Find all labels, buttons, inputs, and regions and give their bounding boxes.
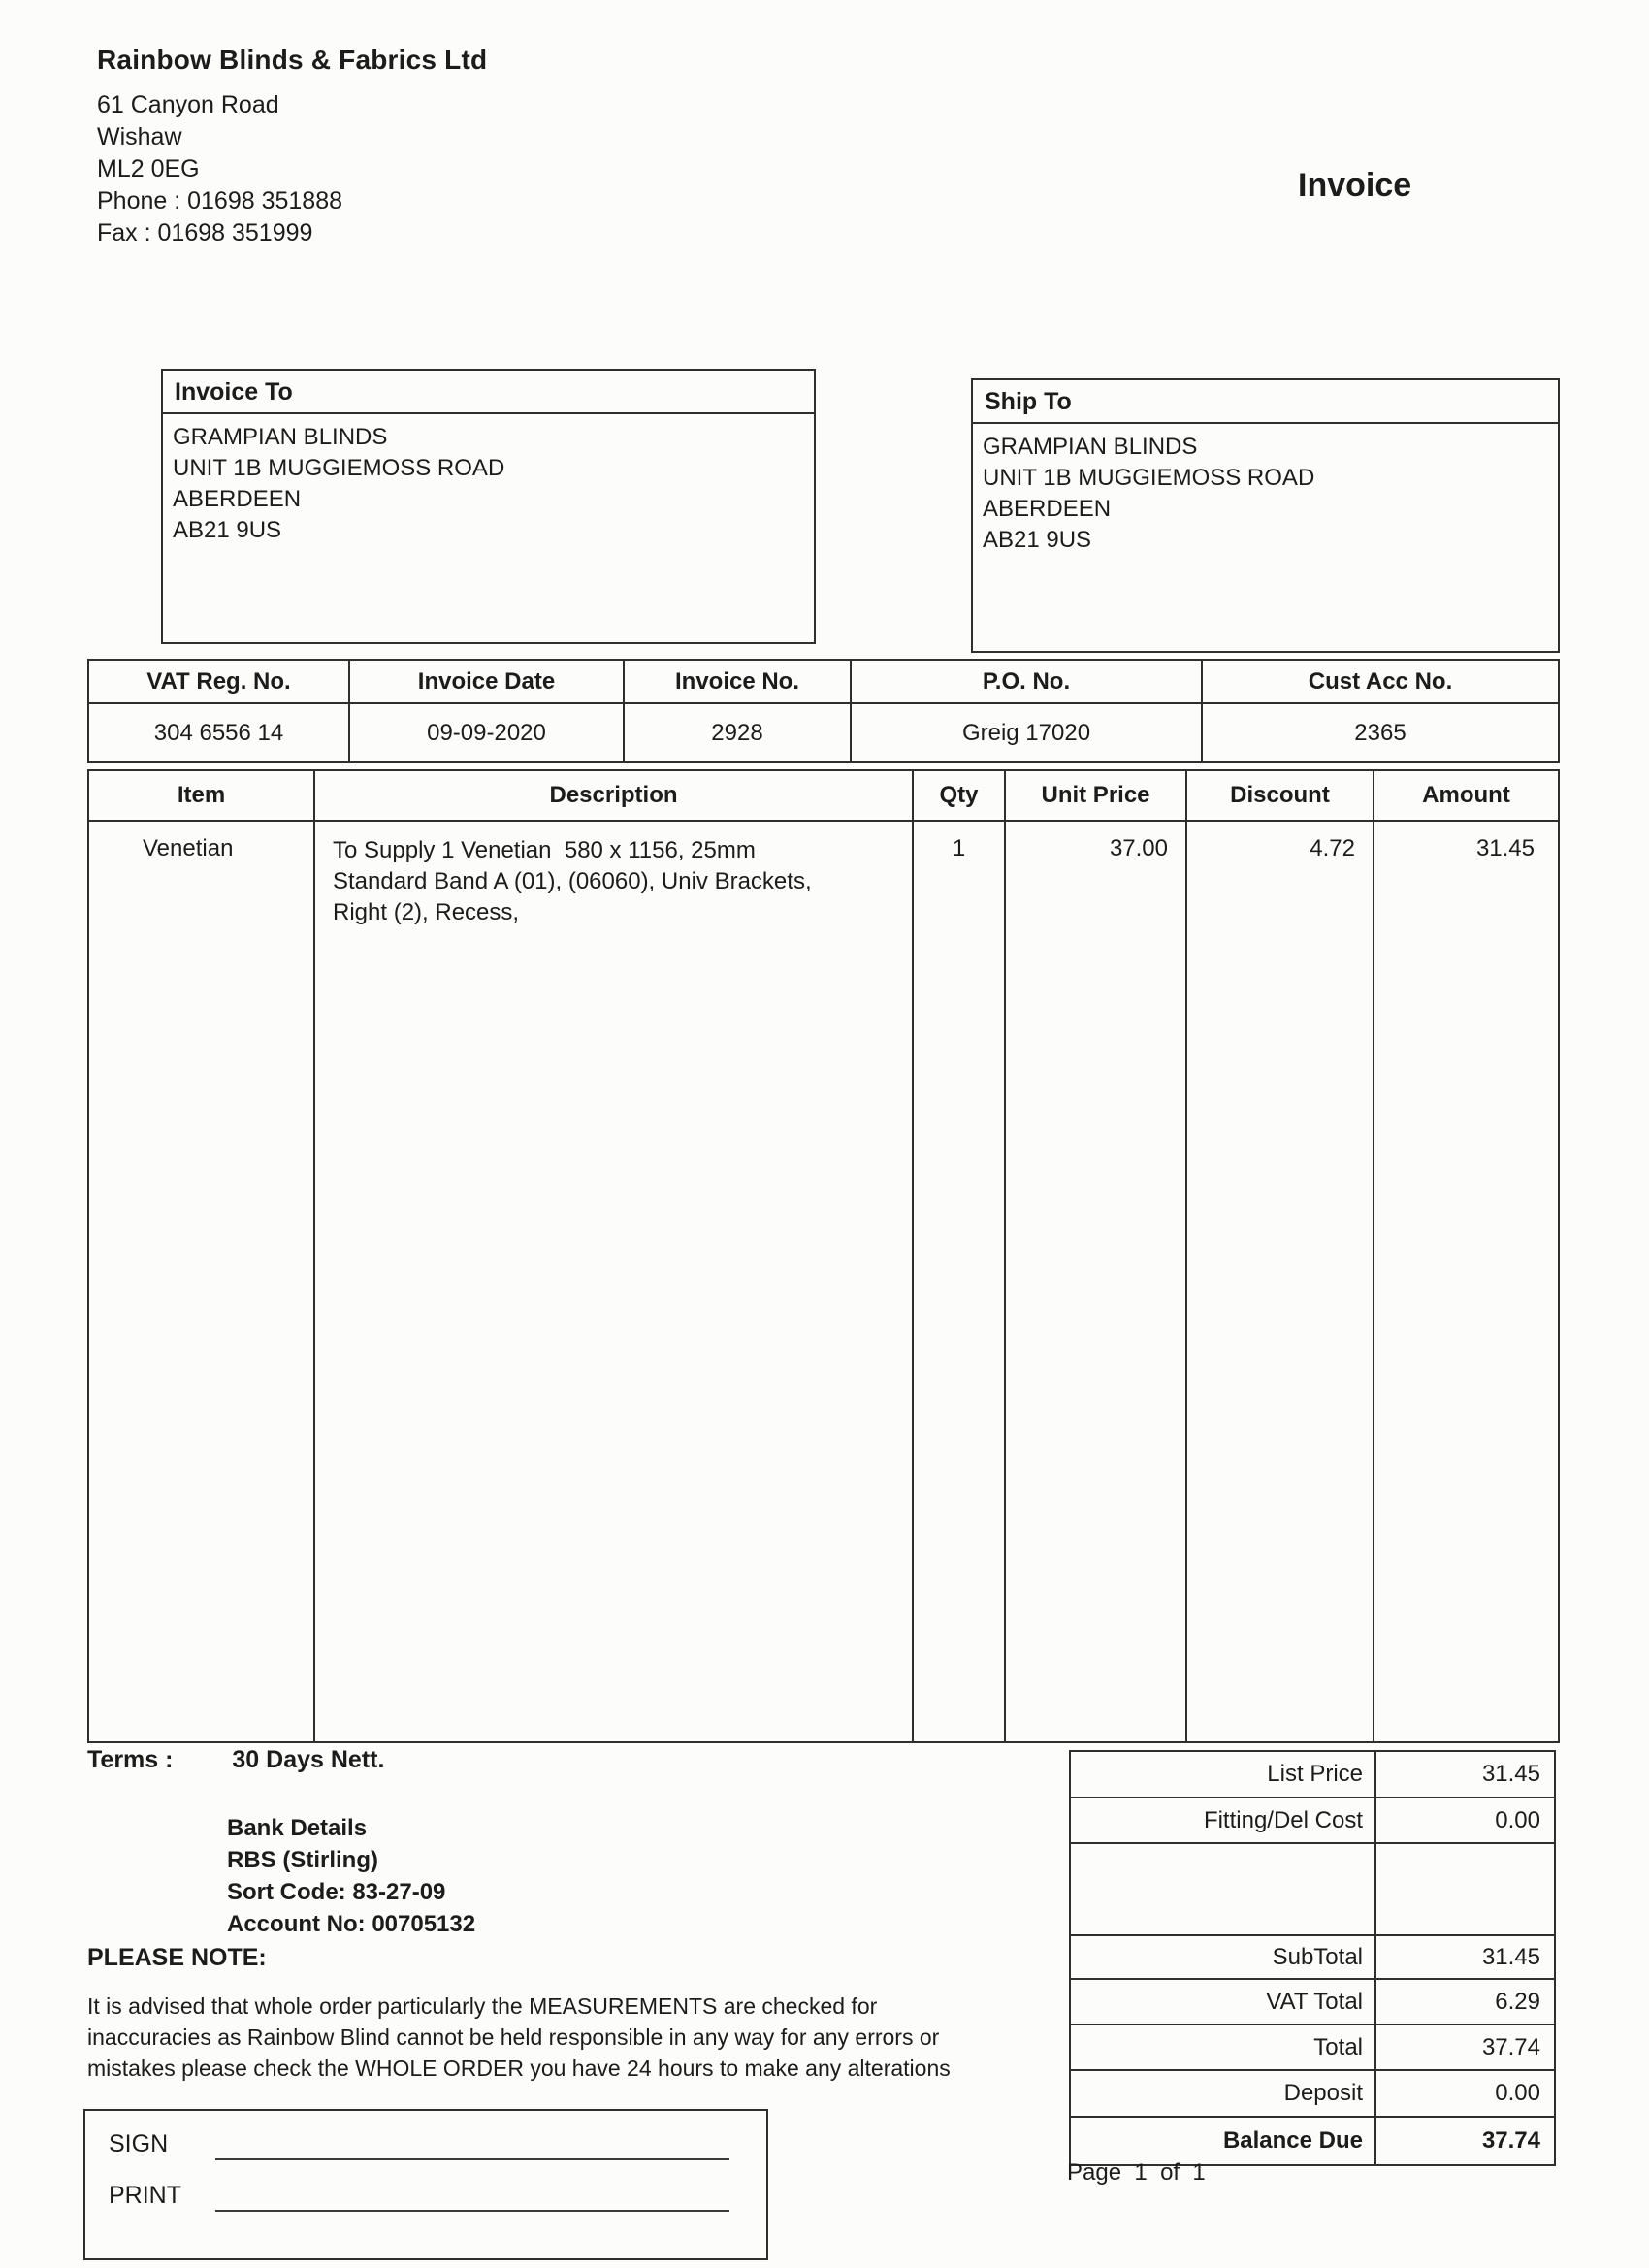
description-line: To Supply 1 Venetian 580 x 1156, 25mm	[333, 837, 756, 863]
note-line: It is advised that whole order particularly the MEASUREMENTS are checked for	[87, 1993, 878, 2019]
page-number: Page 1 of 1	[1067, 2159, 1206, 2186]
description-line: Standard Band A (01), (06060), Univ Brackets,	[333, 868, 812, 894]
note-line: mistakes please check the WHOLE ORDER you have 24 hours to make any alterations	[87, 2056, 951, 2081]
company-fax: Fax : 01698 351999	[97, 219, 313, 246]
info-value-row	[89, 704, 1558, 761]
note-line: inaccuracies as Rainbow Blind cannot be held responsible in any way for any errors or	[87, 2025, 940, 2050]
invoice-to-box	[161, 369, 816, 644]
print-label: PRINT	[109, 2182, 181, 2209]
sign-label: SIGN	[109, 2130, 169, 2157]
invoice-title: Invoice	[1298, 167, 1412, 204]
po-no-header: P.O. No.	[852, 661, 1203, 702]
deposit-label: Deposit	[1071, 2071, 1376, 2116]
company-address-line: 61 Canyon Road	[97, 91, 279, 118]
discount-value: 4.72	[1310, 835, 1355, 861]
subtotal-label: SubTotal	[1071, 1936, 1376, 1978]
company-block	[97, 45, 487, 249]
sign-row	[109, 2130, 743, 2160]
item-column-header: Item	[89, 771, 315, 820]
unit-price-column-header: Unit Price	[1006, 771, 1187, 820]
line-items-table	[87, 769, 1560, 1743]
totals-row-list-price	[1071, 1752, 1554, 1798]
vat-reg-value: 304 6556 14	[89, 704, 350, 761]
subtotal-value: 31.45	[1481, 1943, 1540, 1970]
item-cell	[89, 822, 315, 1741]
bank-name: RBS (Stirling)	[227, 1847, 378, 1873]
invoice-to-line: UNIT 1B MUGGIEMOSS ROAD	[173, 455, 505, 481]
qty-value: 1	[952, 835, 966, 861]
totals-row-vat	[1071, 1980, 1554, 2025]
description-cell	[315, 822, 914, 1741]
vat-reg-header: VAT Reg. No.	[89, 661, 350, 702]
bank-sort-code: Sort Code: 83-27-09	[227, 1879, 446, 1905]
qty-column-header: Qty	[914, 771, 1006, 820]
ship-to-line: AB21 9US	[983, 527, 1092, 553]
ship-to-address	[973, 424, 1558, 556]
totals-spacer-value	[1376, 1844, 1554, 1934]
items-body-row	[89, 822, 1558, 1741]
invoice-no-header: Invoice No.	[625, 661, 852, 702]
fitting-del-value: 0.00	[1495, 1806, 1540, 1833]
totals-row-balance-due	[1071, 2118, 1554, 2164]
balance-due-value: 37.74	[1481, 2127, 1540, 2154]
print-row	[109, 2182, 743, 2212]
invoice-to-line: GRAMPIAN BLINDS	[173, 424, 388, 450]
items-header-row	[89, 771, 1558, 822]
invoice-to-line: AB21 9US	[173, 517, 282, 543]
ship-to-line: GRAMPIAN BLINDS	[983, 434, 1198, 460]
unit-price-value: 37.00	[1109, 835, 1168, 861]
invoice-to-label: Invoice To	[163, 371, 814, 414]
terms-value: 30 Days Nett.	[232, 1746, 385, 1773]
totals-row-subtotal	[1071, 1936, 1554, 1980]
amount-value: 31.45	[1475, 835, 1535, 861]
invoice-to-address	[163, 414, 814, 546]
total-label: Total	[1071, 2025, 1376, 2069]
print-line	[215, 2187, 729, 2212]
totals-row-total	[1071, 2025, 1554, 2071]
balance-due-label: Balance Due	[1071, 2118, 1376, 2164]
deposit-value: 0.00	[1495, 2080, 1540, 2106]
info-header-row	[89, 661, 1558, 704]
amount-cell	[1374, 822, 1558, 1741]
discount-cell	[1187, 822, 1374, 1741]
discount-column-header: Discount	[1187, 771, 1374, 820]
please-note-title: PLEASE NOTE:	[87, 1944, 267, 1971]
ship-to-label: Ship To	[973, 380, 1558, 424]
totals-table	[1069, 1750, 1556, 2166]
ship-to-box	[971, 378, 1560, 653]
ship-to-line: ABERDEEN	[983, 496, 1112, 522]
sign-line	[215, 2135, 729, 2160]
invoice-to-line: ABERDEEN	[173, 486, 302, 512]
terms-label: Terms :	[87, 1746, 174, 1773]
ship-to-line: UNIT 1B MUGGIEMOSS ROAD	[983, 465, 1315, 491]
totals-spacer-label	[1071, 1844, 1376, 1934]
terms-row	[87, 1746, 384, 1774]
please-note-body	[87, 1991, 1038, 2084]
list-price-value: 31.45	[1481, 1761, 1540, 1787]
total-value: 37.74	[1481, 2033, 1540, 2060]
invoice-no-value: 2928	[625, 704, 852, 761]
totals-spacer-row	[1071, 1844, 1554, 1936]
vat-total-value: 6.29	[1495, 1988, 1540, 2015]
company-name: Rainbow Blinds & Fabrics Ltd	[97, 45, 488, 75]
description-line: Right (2), Recess,	[333, 899, 520, 925]
description-column-header: Description	[315, 771, 914, 820]
bank-details-title: Bank Details	[227, 1815, 368, 1841]
company-address-line: ML2 0EG	[97, 155, 200, 182]
amount-column-header: Amount	[1422, 782, 1510, 808]
invoice-date-header: Invoice Date	[350, 661, 625, 702]
bank-account-no: Account No: 00705132	[227, 1911, 476, 1937]
bank-details-block	[227, 1812, 475, 1940]
vat-total-label: VAT Total	[1071, 1980, 1376, 2024]
cust-acc-header: Cust Acc No.	[1308, 667, 1453, 695]
qty-cell	[914, 822, 1006, 1741]
invoice-date-value: 09-09-2020	[350, 704, 625, 761]
list-price-label: List Price	[1071, 1752, 1376, 1797]
invoice-info-table	[87, 659, 1560, 763]
signature-box	[83, 2109, 768, 2260]
fitting-del-label: Fitting/Del Cost	[1071, 1798, 1376, 1842]
company-phone: Phone : 01698 351888	[97, 187, 343, 214]
company-address-line: Wishaw	[97, 123, 182, 150]
cust-acc-value: 2365	[1354, 719, 1406, 746]
po-no-value: Greig 17020	[852, 704, 1203, 761]
totals-row-fitting-del	[1071, 1798, 1554, 1844]
item-name: Venetian	[143, 835, 234, 861]
unit-price-cell	[1006, 822, 1187, 1741]
totals-row-deposit	[1071, 2071, 1554, 2118]
